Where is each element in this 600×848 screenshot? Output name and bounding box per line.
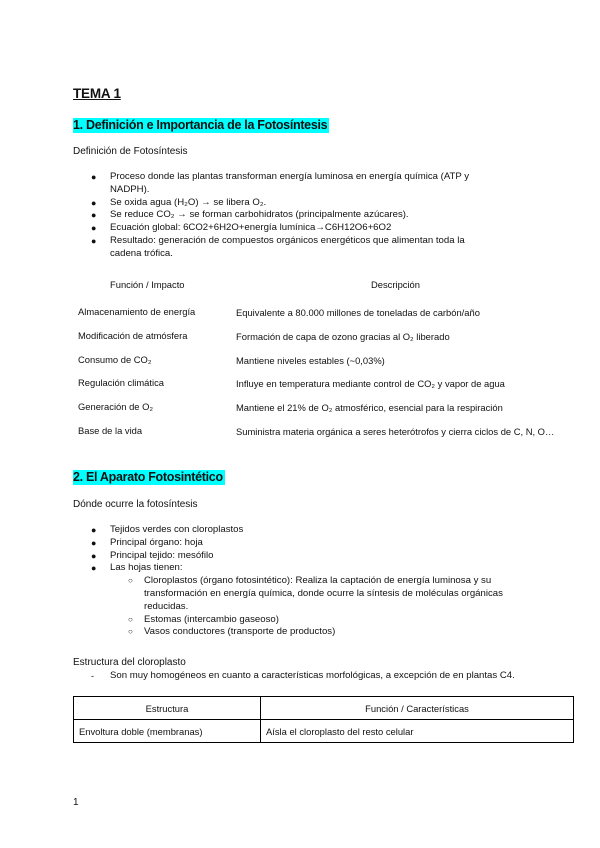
definition-bullet-list <box>91 171 490 261</box>
bullet-icon: ● <box>91 550 97 561</box>
table-header-function: Función / Características <box>261 697 574 720</box>
table-header-row <box>74 697 574 720</box>
list-item: ● Resultado: generación de compuestos orgánicos energéticos que alimentan toda la cadena trófica. <box>91 234 465 259</box>
bullet-icon: ● <box>91 197 97 208</box>
structure-heading: Estructura del cloroplasto <box>73 657 186 668</box>
table-cell: Envoltura doble (membranas) <box>74 720 261 743</box>
circle-bullet-icon: ○ <box>128 576 133 586</box>
dash-icon: - <box>91 671 94 681</box>
page-number: 1 <box>73 797 79 808</box>
list-item: ● Las hojas tienen: ○ Cloroplastos (órgano fotosintético): Realiza la captación de energía luminosa y su transformación en energía química, donde ocurre la síntesis de moléculas orgánicas reducidas. ○ Estomas (intercambio gaseoso) ○ Vasos conductores (transporte de productos) <box>110 562 530 639</box>
section-2-heading: 2. El Aparato Fotosintético <box>73 470 223 484</box>
list-item: ● Proceso donde las plantas transforman energía luminosa en energía química (ATP y NADPH). <box>91 171 470 195</box>
page-title: TEMA 1 <box>73 86 121 101</box>
circle-bullet-icon: ○ <box>128 614 133 624</box>
document-page: TEMA 1 1. Definición e Importancia de la Fotosíntesis Definición de Fotosíntesis ● Proceso donde las plantas transforman energía luminosa en energía química (ATP y NADPH). ● Se oxida agua (H₂O) → se libera O₂. ● Se reduce CO₂ → se forman carbohidratos (principalmente azúcares). ● Ecuación global: 6CO2+6H2O+energía lumínica→C6H12O6+6O2 ● Resultado: generación de compuestos orgánicos energéticos que alimentan toda la cadena trófica. Función / Impacto Descripción Almacenamiento de energía Equivalente a 80.000 millones de toneladas de carbón/año Modificación de atmósfera Formación de capa de ozono gracias al O₂ liberado Consumo de CO₂ Mantiene niveles estables (~0,03%) Regulación climática Influye en temperatura mediante control de CO₂ y vapor de agua Generación de O₂ Mantiene el 21% de O₂ atmosférico, esencial para la respiración Base de la vida Suministra materia orgánica a seres heterótrofos y cierra ciclos de C, N, O… 2. El Aparato Fotosintético Dónde ocurre la fotosíntesis ● Tejidos verdes con cloroplastos ● Principal órgano: hoja ● Principal tejido: mesófilo ● Las hojas tienen: ○ Cloroplastos (órgano fotosintético): Realiza la captación de energía luminosa y su transformación en energía química, donde ocurre la síntesis de moléculas orgánicas reducidas. ○ Estomas (intercambio gaseoso) ○ Vasos conductores (transporte de productos) Estructura del cloroplasto - Son muy homogéneos en cuanto a características morfológicas, a excepción de en plantas C4. Estructura Función / Características Envoltura doble (membranas) Aísla el cloroplasto del resto celular 1 <box>0 0 600 848</box>
bullet-icon: ● <box>91 235 97 246</box>
location-bullet-list <box>91 524 530 639</box>
list-item: ○ Vasos conductores (transporte de productos) <box>128 626 336 638</box>
section-1-subheading: Definición de Fotosíntesis <box>73 146 188 157</box>
table-row <box>74 720 574 743</box>
table-header-description: Descripción <box>371 279 420 290</box>
bullet-icon: ● <box>91 210 97 221</box>
bullet-icon: ● <box>91 563 97 574</box>
bullet-icon: ● <box>91 525 97 535</box>
structure-note-list <box>91 670 530 683</box>
list-item: ● Se oxida agua (H₂O) → se libera O₂. <box>91 196 267 208</box>
table-header-function: Función / Impacto <box>110 279 185 290</box>
list-item: ○ Cloroplastos (órgano fotosintético): Realiza la captación de energía luminosa y su transformación en energía química, donde ocurre la síntesis de moléculas orgánicas reducidas. <box>128 575 503 612</box>
list-item: - Son muy homogéneos en cuanto a características morfológicas, a excepción de en plantas C4. <box>91 670 515 681</box>
section-1-heading: 1. Definición e Importancia de la Fotosíntesis <box>73 118 328 132</box>
bullet-icon: ● <box>91 172 97 182</box>
section-2-subheading: Dónde ocurre la fotosíntesis <box>73 499 198 510</box>
list-item: ● Se reduce CO₂ → se forman carbohidratos (principalmente azúcares). <box>91 209 409 221</box>
bullet-icon: ● <box>91 537 97 548</box>
list-item: ● Principal órgano: hoja <box>91 536 203 548</box>
table-header-structure: Estructura <box>74 697 261 720</box>
list-item: ● Ecuación global: 6CO2+6H2O+energía lumínica→C6H12O6+6O2 <box>91 222 392 234</box>
circle-bullet-icon: ○ <box>128 627 133 637</box>
list-item: ● Tejidos verdes con cloroplastos <box>91 524 244 535</box>
list-item: ○ Estomas (intercambio gaseoso) <box>128 613 279 625</box>
chloroplast-structure-table <box>73 696 574 743</box>
bullet-icon: ● <box>91 223 97 234</box>
leaf-parts-sublist <box>128 575 519 639</box>
list-item: ● Principal tejido: mesófilo <box>91 549 214 561</box>
table-cell: Aísla el cloroplasto del resto celular <box>261 720 574 743</box>
